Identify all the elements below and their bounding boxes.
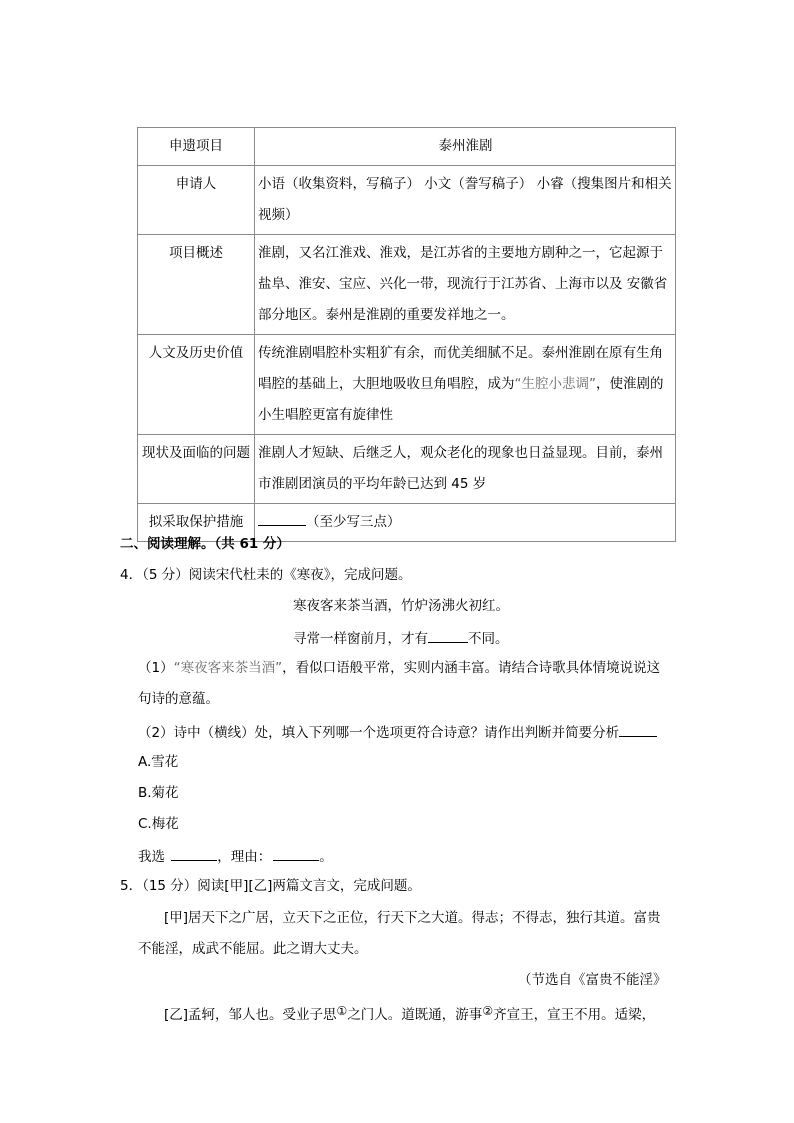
- passage-yi-line-1: [164, 1002, 655, 1024]
- answer-blank[interactable]: [258, 511, 306, 526]
- reason-blank[interactable]: [273, 846, 319, 861]
- poem-quote: “寒夜客来茶当酒”: [173, 660, 283, 676]
- value-text-end: ，使淮剧的小生唱腔更富有旋律性: [258, 376, 664, 423]
- poem-line-2: [293, 628, 509, 648]
- measures-hint: （至少写三点）: [306, 514, 401, 530]
- poem-blank[interactable]: [428, 628, 468, 643]
- row-label: 拟采取保护措施: [138, 504, 255, 542]
- overview-value: 淮剧，又名江淮戏、淮戏，是江苏省的主要地方剧种之一，它起源于盐阜、淮安、宝应、兴化一带，现流行于江苏省、上海市以及 安徽省部分地区。泰州是淮剧的重要发祥地之一。: [255, 235, 676, 335]
- choice-line: [138, 846, 333, 866]
- value-text: 传统淮剧唱腔朴实粗犷有余，而优美细腻不足。泰州淮剧在原有生角唱腔的基础上，大胆地吸收旦角唱腔，成为: [258, 345, 663, 392]
- period: 。: [319, 849, 333, 865]
- option-b: B.菊花: [138, 785, 179, 801]
- table-row: [138, 235, 676, 335]
- status-value: 淮剧人才短缺、后继乏人，观众老化的现象也日益显现。目前，泰州市淮剧团演员的平均年龄已达到 45 岁: [255, 435, 676, 504]
- answer-blank[interactable]: [619, 722, 657, 737]
- row-label: 现状及面临的问题: [138, 435, 255, 504]
- passage-text: [乙]孟轲，邹人也。受业子思: [164, 1007, 337, 1023]
- sub-question-1-cont: 句诗的意蕴。: [138, 691, 219, 707]
- passage-jia-line-1: [甲]居天下之广居，立天下之正位，行天下之大道。得志；不得志，独行其道。富贵: [164, 910, 661, 926]
- passage-source: （节选自《富贵不能淫》: [518, 972, 667, 988]
- table-row: [138, 128, 676, 166]
- poem-line-1: 寒夜客来茶当酒，竹炉汤沸火初红。: [293, 598, 509, 614]
- passage-text: 齐宣王，宣王不用。适梁，: [493, 1007, 656, 1023]
- value-cell: [255, 335, 676, 435]
- option-a: A.雪花: [138, 754, 179, 770]
- row-label: 申遗项目: [138, 128, 255, 166]
- heritage-table: [137, 127, 676, 542]
- sub-number: （1）: [138, 660, 174, 676]
- footnote-marker: ②: [482, 1004, 494, 1018]
- poem-text: 寻常一样窗前月，才有: [293, 631, 428, 647]
- table-row: [138, 435, 676, 504]
- footnote-marker: ①: [336, 1004, 348, 1018]
- table-row: [138, 166, 676, 235]
- section-title: 二、阅读理解。（共 61 分）: [120, 536, 290, 552]
- passage-jia-line-2: 不能淫，成武不能屈。此之谓大丈夫。: [138, 941, 368, 957]
- reason-text: ，理由：: [217, 849, 272, 865]
- row-label: 申请人: [138, 166, 255, 235]
- table-row: [138, 335, 676, 435]
- value-quote: “生腔小悲调”: [514, 376, 596, 392]
- choice-text: 我选: [138, 849, 170, 865]
- project-name: 泰州淮剧: [255, 128, 676, 166]
- option-c: C.梅花: [138, 816, 179, 832]
- sub-text: （2）诗中（横线）处，填入下列哪一个选项更符合诗意？请作出判断并简要分析: [138, 725, 620, 741]
- applicant-value: 小语（收集资料，写稿子） 小文（誊写稿子） 小睿（搜集图片和相关视频）: [255, 166, 676, 235]
- passage-text: 之门人。道既通，游事: [347, 1007, 483, 1023]
- poem-text-end: 不同。: [468, 631, 509, 647]
- sub-text: ，看似口语般平常，实则内涵丰富。请结合诗歌具体情境说说这: [282, 660, 661, 676]
- question-4-stem: 4．（5 分）阅读宋代杜耒的《寒夜》，完成问题。: [120, 567, 412, 583]
- question-5-stem: 5．（15 分）阅读[甲][乙]两篇文言文，完成问题。: [120, 878, 421, 894]
- row-label: 项目概述: [138, 235, 255, 335]
- choice-blank[interactable]: [171, 846, 217, 861]
- row-label: 人文及历史价值: [138, 335, 255, 435]
- sub-question-1: [138, 659, 660, 677]
- measures-cell: [255, 504, 676, 542]
- sub-question-2: [138, 722, 657, 742]
